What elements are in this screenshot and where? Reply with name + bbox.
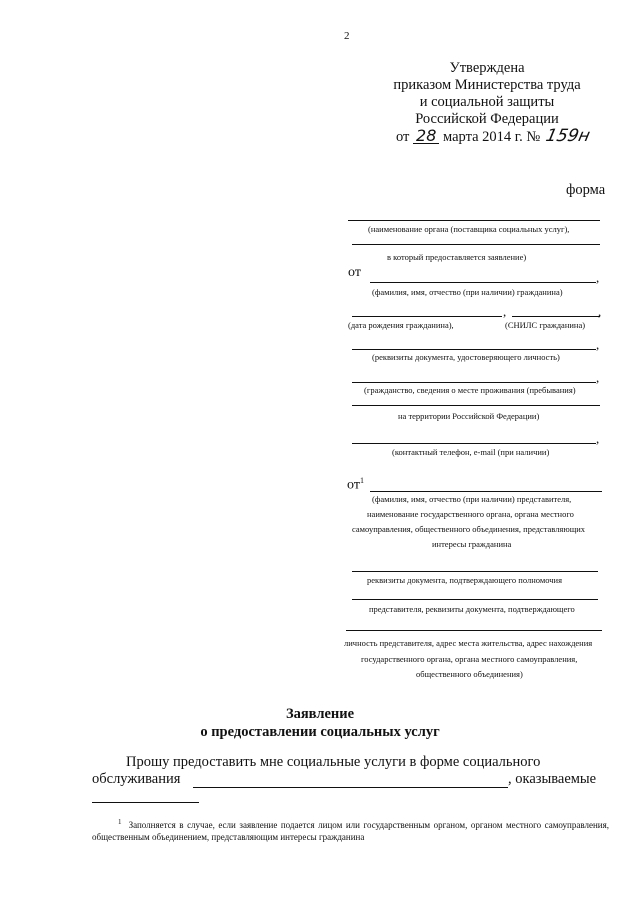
footnote-separator <box>92 802 199 803</box>
statement-subtitle: о предоставлении социальных услуг <box>200 724 440 740</box>
approval-date-line <box>372 128 602 146</box>
organ-name-line[interactable] <box>348 220 600 221</box>
citizenship-line[interactable] <box>352 382 596 383</box>
form-label: форма <box>566 182 606 198</box>
contact-caption: (контактный телефон, e-mail (при наличии) <box>392 447 550 457</box>
service-form-line[interactable] <box>193 787 508 788</box>
approval-line: Утверждена <box>449 60 525 76</box>
citizenship-caption-2: на территории Российской Федерации) <box>398 411 540 421</box>
citizenship-caption-1: (гражданство, сведения о месте проживания (пребывания) <box>364 385 576 395</box>
comma: , <box>503 304 507 319</box>
statement-body-line-1: Прошу предоставить мне социальные услуги в форме социального <box>126 754 541 770</box>
from-rep-text: от <box>347 477 360 493</box>
approval-line: приказом Министерства труда <box>393 77 581 93</box>
rep-doc-caption-4: государственного органа, органа местного самоуправления, <box>361 654 578 664</box>
identity-doc-caption: (реквизиты документа, удостоверяющего личность) <box>372 352 560 362</box>
page-number: 2 <box>344 30 350 42</box>
handwritten-order-number: 159н <box>543 126 592 146</box>
statement-body-line-2-end: , оказываемые <box>508 771 597 787</box>
date-rest: марта 2014 г. № <box>443 129 541 145</box>
comma: , <box>596 370 600 385</box>
rep-doc-caption-2: представителя, реквизиты документа, подтверждающего <box>369 604 575 614</box>
date-prefix: от <box>396 129 410 145</box>
footnote-text: Заполняется в случае, если заявление подается лицом или государственным органом, органом местного самоуправления, общественным объединением, представляющим интересы гражданина <box>92 820 610 842</box>
approval-block <box>372 60 602 146</box>
rep-caption-3: самоуправления, общественного объединения, представляющих <box>352 524 586 534</box>
rep-caption-2: наименование государственного органа, органа местного <box>367 509 574 519</box>
birthdate-line[interactable] <box>352 316 502 317</box>
rep-caption-1: (фамилия, имя, отчество (при наличии) представителя, <box>372 494 572 504</box>
organ-caption-2: в который предоставляется заявление) <box>387 252 527 262</box>
from-rep-label <box>347 476 364 494</box>
footnote-mark: 1 <box>359 476 364 485</box>
rep-doc-line-3[interactable] <box>346 630 602 631</box>
statement-body-line-2-start: обслуживания <box>92 771 181 787</box>
identity-doc-line[interactable] <box>352 349 596 350</box>
rep-doc-line[interactable] <box>352 571 598 572</box>
comma: , <box>596 337 600 352</box>
organ-caption-1: (наименование органа (поставщика социальных услуг), <box>368 224 570 234</box>
footnote <box>92 816 609 843</box>
footnote-number: 1 <box>118 818 122 826</box>
rep-doc-caption-5: общественного объединения) <box>416 669 523 679</box>
approval-line: и социальной защиты <box>419 94 555 110</box>
snils-caption: (СНИЛС гражданина) <box>505 320 586 330</box>
from-label: от <box>348 265 361 280</box>
rep-doc-line-2[interactable] <box>352 599 598 600</box>
statement-title: Заявление <box>285 706 355 722</box>
citizen-name-caption: (фамилия, имя, отчество (при наличии) гражданина) <box>372 287 563 297</box>
rep-doc-caption-3: личность представителя, адрес места жительства, адрес нахождения <box>344 638 593 648</box>
snils-line[interactable] <box>512 316 600 317</box>
comma: , <box>598 304 602 319</box>
organ-name-line-2[interactable] <box>352 244 600 245</box>
rep-doc-caption-1: реквизиты документа, подтверждающего полномочия <box>367 575 563 585</box>
comma: , <box>596 270 600 285</box>
approval-line: Российской Федерации <box>415 111 559 127</box>
birthdate-caption: (дата рождения гражданина), <box>348 320 454 330</box>
rep-caption-4: интересы гражданина <box>432 539 512 549</box>
comma: , <box>596 431 600 446</box>
citizen-name-line[interactable] <box>370 282 596 283</box>
citizenship-line-2[interactable] <box>352 405 600 406</box>
contact-line[interactable] <box>352 443 596 444</box>
handwritten-day: 28 <box>413 129 439 144</box>
rep-name-line[interactable] <box>370 491 602 492</box>
